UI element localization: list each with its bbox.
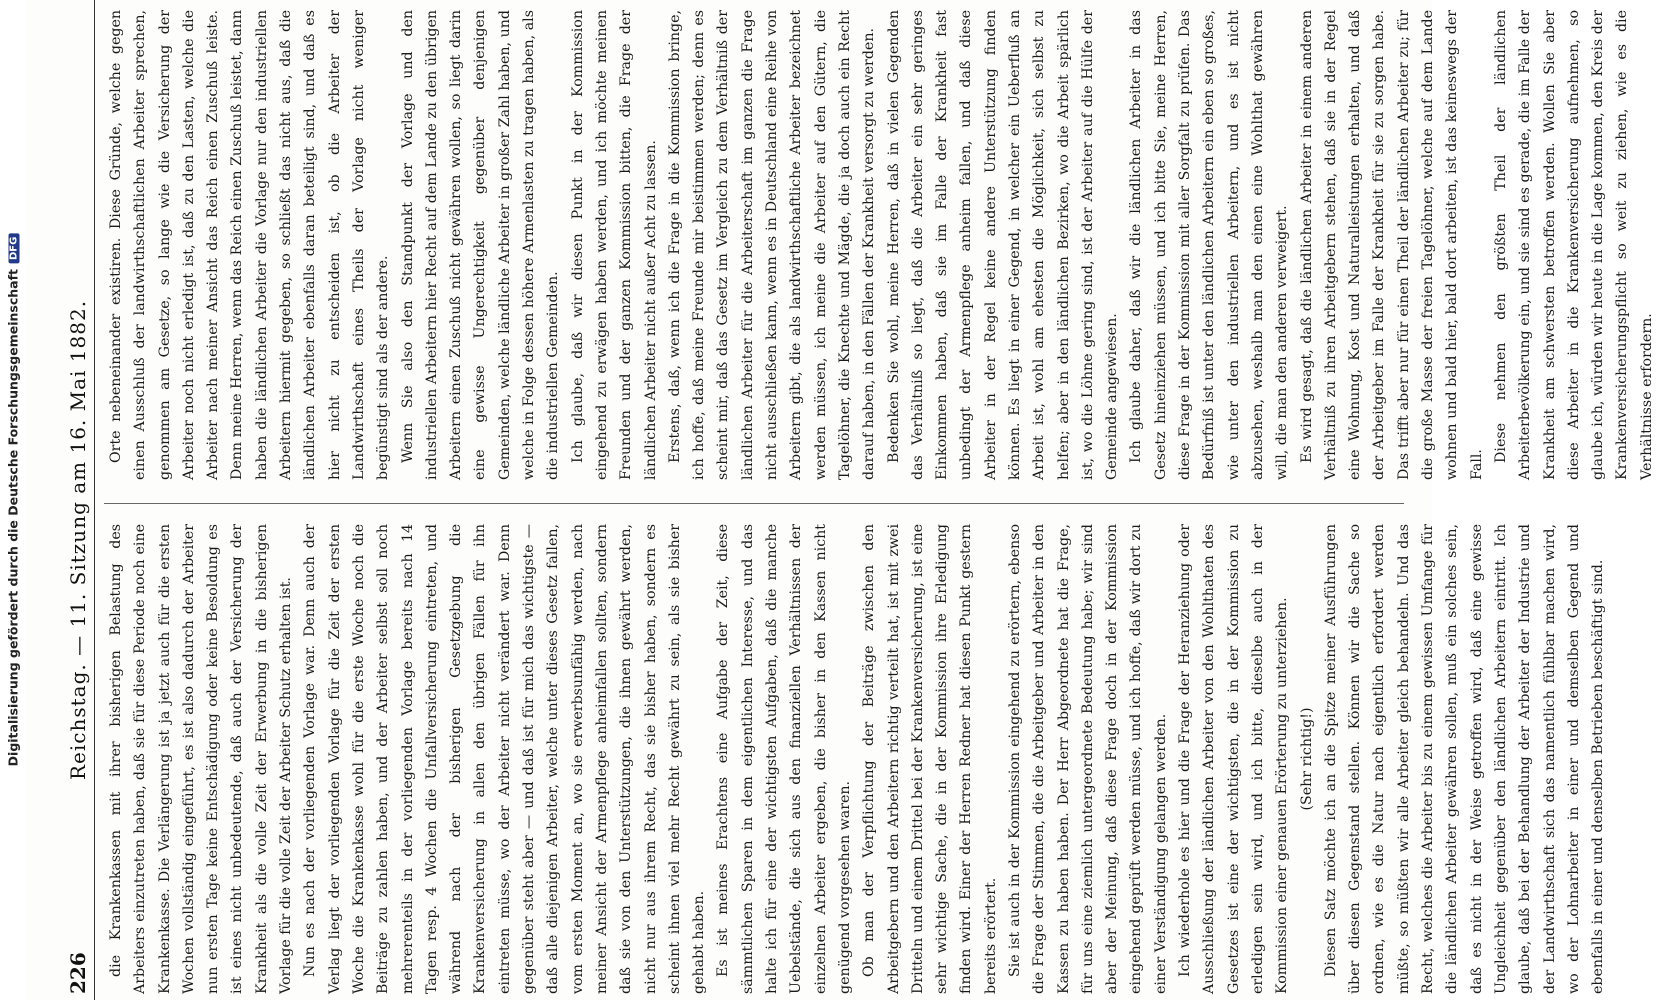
paragraph: Es wird gesagt, daß die ländlichen Arbeiter in einem anderen Verhältniß zu ihren Arbeitgebern stehen, daß sie in der Regel eine Wohnung, Kost und Naturalleistungen erhalten, und daß der Arbeitgeber im Falle der Krankheit für sie zu sorgen habe. Das trifft aber nur für einen Theil der ländlichen Arbeiter zu; für die große Masse der freien Tagelöhner, welche auf dem Lande wohnen und bald hier, bald dort arbeiten, ist das keineswegs der Fall. bbox=[1298, 10, 1485, 480]
paragraph: Erstens, daß, wenn ich die Frage in die Kommission bringe, ich hoffe, daß meine Freunde mir beistimmen werden; denn es scheint mir, daß das Gesetz im Vergleich zu dem Verhältniß der ländlichen Arbeiter für die Arbeiterschaft im ganzen die Frage nicht ausschließen kann, wenn es in Deutschland eine Reihe von Arbeitern gibt, die als landwirthschaftliche Arbeiter bezeichnet werden müssen, ich meine die Arbeiter auf den Gütern, die Tagelöhner, die Knechte und Mägde, die ja doch auch ein Recht darauf haben, in den Fällen der Krankheit versorgt zu werden. bbox=[666, 10, 878, 480]
credit-text: Digitalisierung gefördert durch die Deutsche Forschungsgemeinschaft bbox=[5, 269, 21, 767]
dfg-logo: DFG bbox=[9, 234, 20, 263]
paragraph: (Sehr richtig!) bbox=[1298, 707, 1315, 811]
page-header bbox=[64, 0, 95, 1000]
text-column-left bbox=[104, 524, 1607, 994]
paragraph: Ich glaube daher, daß wir die ländlichen Arbeiter in das Gesetz hineinziehen müssen, und ich bitte Sie, meine Herren, diese Frage in der Kommission mit aller Sorgfalt zu prüfen. Das Bedürfniß ist unter den ländlichen Arbeitern ein eben so großes, wie unter den industriellen Arbeitern, und es ist nicht abzusehen, weshalb man den einen eine Wohlthat gewähren will, die man den anderen verweigert. bbox=[1128, 10, 1291, 480]
paragraph: die Krankenkassen mit ihrer bisherigen Belastung des Arbeiters einzutreten haben, daß sie für diese Periode noch eine Krankenkasse. Die Verlängerung ist ja jetzt auch für die ersten Wochen vollständig eingeführt, es ist also dadurch der Arbeiter nun ersten Tage keine Entschädigung oder keine Besoldung es ist eines nicht unbedeutende, daß auch der Versicherung der Krankheit als die volle Zeit der Erwerbung in die bisherigen Vorlage für die volle Zeit der Arbeiter Schutz erhalten ist. bbox=[108, 524, 295, 994]
paragraph: Ob man der Verpflichtung der Beiträge zwischen den Arbeitgebern und den Arbeitern richtig verteilt hat, ist mit zwei Dritteln und einem Drittel bei der Krankenversicherung, ist eine sehr wichtige Sache, die in der Kommission ihre Erledigung finden wird. Einer der Herren Redner hat diesen Punkt gestern bereits erörtert. bbox=[861, 524, 999, 994]
page-number: 226 bbox=[66, 952, 90, 994]
paragraph: Es ist meines Erachtens eine Aufgabe der Zeit, diese sämmtlichen Sparen in dem eigentlichen Interesse, und das halte ich für eine der wichtigsten Aufgaben, daß die manche Uebelstände, die sich aus den finanziellen Verhältnissen der einzelnen Arbeiter ergeben, die bisher in den Kassen nicht genügend vorgesehen waren. bbox=[715, 524, 853, 994]
paragraph: Orte nebeneinander existiren. Diese Gründe, welche gegen einen Ausschluß der landwirthschaftlichen Arbeiter sprechen, genommen am Gesetze, so lange wie die Versicherung der Arbeiter noch nicht erledigt ist, daß zu den Lasten, welche die Arbeiter nach meiner Ansicht das Reich einen Zuschuß leiste. Denn meine Herren, wenn das Reich einen Zuschuß leistet, dann haben die ländlichen Arbeiter die Vorlage nur den industriellen Arbeitern hiermit gegeben, so schließt das nicht aus, daß die ländlichen Arbeiter ebenfalls daran beteiligt sind, und daß es hier nicht zu entscheiden ist, ob die Arbeiter der Landwirthschaft eines Theils der Vorlage nicht weniger begünstigt sind als der andere. bbox=[108, 10, 392, 480]
running-head: Reichstag. — 11. Sitzung am 16. Mai 1882. bbox=[66, 299, 90, 780]
rotated-page-content bbox=[60, 0, 1655, 1000]
paragraph: Bedenken Sie wohl, meine Herren, daß in vielen Gegenden das Verhältniß so liegt, daß die Arbeiter ein sehr geringes Einkommen haben, daß sie im Falle der Krankheit fast unbedingt der Armenpflege anheim fallen, und daß diese Arbeiter in der Regel keine andere Unterstützung finden können. Es liegt in einer Gegend, in welcher ein Ueberfluß an Arbeit ist, wohl am ehesten die Möglichkeit, sich selbst zu helfen; aber in den ländlichen Bezirken, wo die Arbeit spärlich ist, wo die Löhne gering sind, ist der Arbeiter auf die Hülfe der Gemeinde angewiesen. bbox=[885, 10, 1121, 480]
paragraph: Ich glaube, daß wir diesen Punkt in der Kommission eingehend zu erwägen haben werden, und ich möchte meinen Freunden und der ganzen Kommission bitten, die Frage der ländlichen Arbeiter nicht außer Acht zu lassen. bbox=[569, 10, 659, 480]
paragraph: Diese nehmen den größten Theil der ländlichen Arbeiterbevölkerung ein, und sie sind es gerade, die im Falle der Krankheit am schwersten betroffen werden. Wollen Sie aber diese Arbeiter in die Krankenversicherung aufnehmen, so glaube ich, würden wir heute in die Lage kommen, den Kreis der Krankenversicherungspflicht so weit zu ziehen, wie es die Verhältnisse erfordern. bbox=[1492, 10, 1655, 480]
paragraph: Sie ist auch in der Kommission eingehend zu erörtern, ebenso die Frage der Stimmen, die die Arbeitgeber und Arbeiter in den Kassen zu haben haben. Der Herr Abgeordnete hat die Frage, für uns eine ziemlich untergeordnete Bedeutung habe; wir sind aber der Meinung, daß diese Frage doch in der Kommission eingehend geprüft werden müsse, und ich hoffe, daß wir dort zu einer Verständigung gelangen werden. bbox=[1006, 524, 1169, 994]
paragraph: Diesen Satz möchte ich an die Spitze meiner Ausführungen über diesen Gegenstand stellen. Können wir die Sache so ordnen, wie es die Natur nach eigentlich erfordert werden müßte, so müßten wir alle Arbeiter gleich behandeln. Und das Recht, welches die Arbeiter bis zu einem gewissen Umfange für die ländlichen Arbeiter gewähren sollen, muß ein solches sein, daß es nicht in der Weise getroffen wird, daß eine gewisse Ungleichheit gegenüber den ländlichen Arbeitern eintritt. Ich glaube, daß bei der Behandlung der Arbeiter der Industrie und der Landwirthschaft sich das namentlich fühlbar machen wird, wo der Lohnarbeiter in einer und demselben Gegend und ebenfalls in einer und denselben Betrieben beschäftigt sind. bbox=[1322, 524, 1607, 994]
digitization-credit-strip bbox=[0, 0, 26, 1000]
digitization-credit bbox=[6, 234, 21, 767]
paragraph: Nun es nach der vorliegenden Vorlage war. Denn auch der Verlag liegt der vorliegenden Vorlage für die Zeit der ersten Woche die Krankenkasse wohl für die erste Woche noch die Beiträge zu zahlen haben, und der Arbeiter selbst soll noch mehrerenteils in der vorliegenden Vorlage bereits nach 14 Tagen resp. 4 Wochen die Unfallversicherung eintreten, und während nach der bisherigen Gesetzgebung die Krankenversicherung in allen den übrigen Fällen für ihn eintreten müsse, wo der Arbeiter nicht verändert war. Denn gegenüber steht aber — und daß ist für mich das wichtigste — daß alle diejenigen Arbeiter, welche unter dieses Gesetz fallen, vom ersten Moment an, wo sie erwerbsunfähig werden, nach meiner Ansicht der Armenpflege anheimfallen sollten, sondern daß sie von den Unterstützungen, die ihnen gewährt werden, nicht nur aus ihrem Recht, das sie bisher haben, sondern es scheint ihnen viel mehr Recht gewährt zu sein, als sie bisher gehabt haben. bbox=[302, 524, 708, 994]
text-column-right bbox=[104, 10, 1655, 480]
paragraph: Ich wiederhole es hier und die Frage der Heranziehung oder Ausschließung der ländlichen Arbeiter von den Wohlthaten des Gesetzes ist eine der wichtigsten, die in der Kommission zu erledigen sein wird, und ich bitte, dieselbe auch in der Kommission einer genauen Erörterung zu unterziehen. bbox=[1177, 524, 1291, 994]
column-divider bbox=[104, 503, 1404, 504]
paragraph: Wenn Sie also den Standpunkt der Vorlage und den industriellen Arbeitern hier Recht auf dem Lande zu den übrigen Arbeitern einen Zuschuß nicht gewähren wollen, so liegt darin eine gewisse Ungerechtigkeit gegenüber denjenigen Gemeinden, welche ländliche Arbeiter in großer Zahl haben, und welche in Folge dessen höhere Armenlasten zu tragen haben, als die industriellen Gemeinden. bbox=[399, 10, 562, 480]
